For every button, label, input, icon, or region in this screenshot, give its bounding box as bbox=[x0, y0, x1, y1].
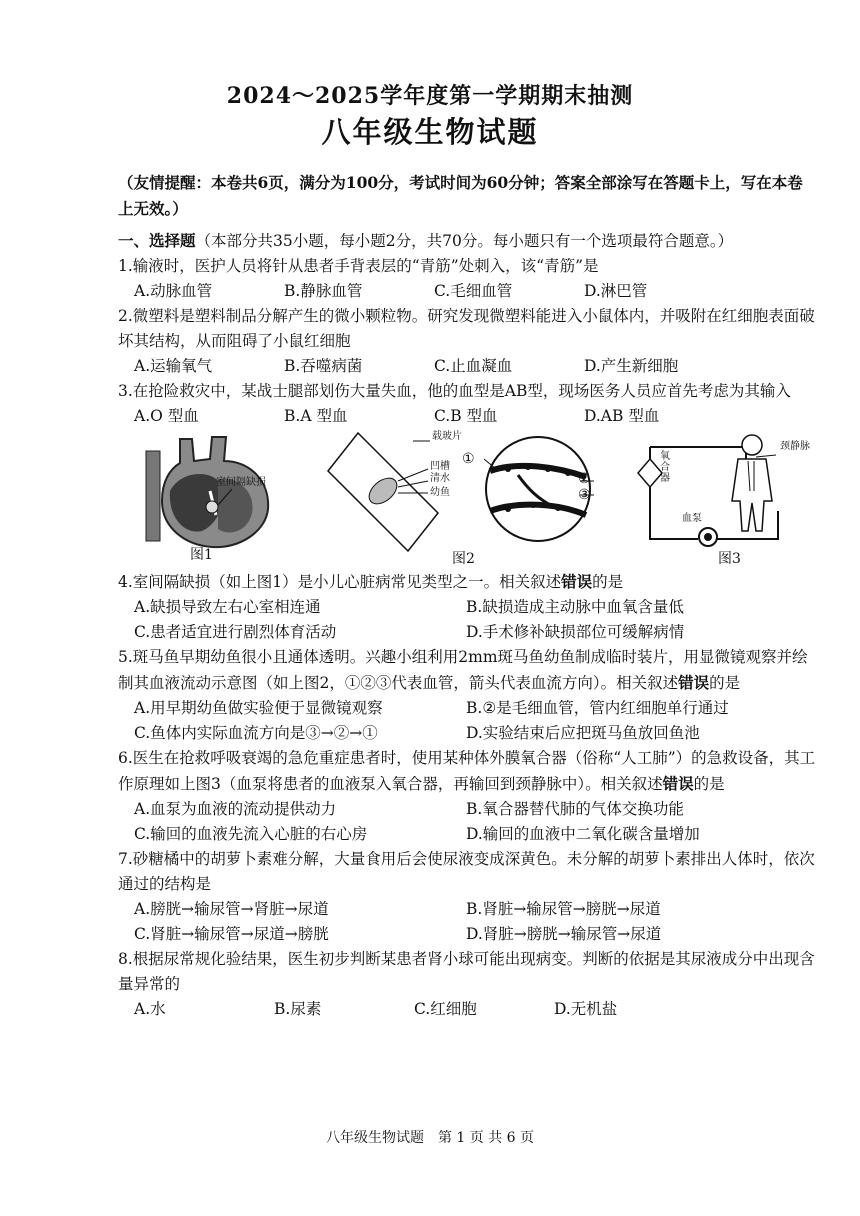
figure-3-caption: 图3 bbox=[718, 551, 741, 567]
stem-emphasis: 错误 bbox=[662, 774, 694, 793]
option-a: A.水 bbox=[134, 1000, 166, 1018]
option-row bbox=[118, 997, 818, 1022]
option-c: C.患者适宜进行剧烈体育活动 bbox=[134, 623, 337, 641]
section-title: 一、选择题 bbox=[118, 231, 196, 250]
figure-1-caption: 图1 bbox=[190, 547, 213, 563]
option-a: A.血泵为血液的流动提供动力 bbox=[134, 800, 337, 818]
question-stem: 3.在抢险救灾中，某战士腿部划伤大量失血，他的血型是AB型，现场医务人员应首先考虑为其输入 bbox=[118, 382, 791, 400]
option-b: B.尿素 bbox=[274, 1000, 322, 1018]
option-d: D.实验结束后应把斑马鱼放回鱼池 bbox=[466, 724, 700, 742]
figure-2-label-fish: 幼鱼 bbox=[430, 487, 450, 498]
option-row bbox=[118, 822, 818, 847]
exam-title: 2024～2025学年度第一学期期末抽测 bbox=[226, 83, 634, 109]
exam-subtitle: 八年级生物试题 bbox=[321, 115, 539, 149]
question-stem bbox=[118, 569, 818, 595]
option-c: C.红细胞 bbox=[414, 1000, 477, 1018]
option-b: B.缺损造成主动脉中血氧含量低 bbox=[466, 598, 684, 616]
option-d: D.淋巴管 bbox=[584, 282, 648, 300]
option-d: D.产生新细胞 bbox=[584, 357, 679, 375]
option-row bbox=[118, 620, 818, 645]
figure-2-mark-1: ① bbox=[462, 451, 475, 467]
figure-2-label-water: 清水 bbox=[430, 473, 450, 484]
figure-2-slide bbox=[318, 431, 598, 555]
question-stem: 7.砂糖橘中的胡萝卜素难分解，大量食用后会使尿液变成深黄色。未分解的胡萝卜素排出人体时，依次通过的结构是 bbox=[118, 850, 815, 893]
option-c: C.B 型血 bbox=[434, 407, 498, 425]
option-c: C.肾脏→输尿管→尿道→膀胱 bbox=[134, 925, 329, 943]
question-stem bbox=[118, 746, 818, 797]
figure-2-label-groove: 凹槽 bbox=[430, 461, 450, 472]
option-d: D.输回的血液中二氧化碳含量增加 bbox=[466, 825, 700, 843]
option-b: B.氧合器替代肺的气体交换功能 bbox=[466, 800, 684, 818]
question-section bbox=[118, 228, 818, 1022]
question-stem: 2.微塑料是塑料制品分解产生的微小颗粒物。研究发现微塑料能进入小鼠体内，并吸附在红细胞表面破坏其结构，从而阻碍了小鼠红细胞 bbox=[118, 307, 815, 350]
option-d: D.无机盐 bbox=[554, 1000, 618, 1018]
option-a: A.用早期幼鱼做实验便于显微镜观察 bbox=[134, 699, 383, 717]
page-footer: 八年级生物试题 第 1 页 共 6 页 bbox=[325, 1130, 535, 1146]
option-row bbox=[118, 696, 818, 721]
section-description: （本部分共35小题，每小题2分，共70分。每小题只有一个选项最符合题意。） bbox=[195, 232, 734, 250]
stem-emphasis: 错误 bbox=[678, 673, 710, 692]
stem-text: 5.斑马鱼早期幼鱼很小且通体透明。兴趣小组利用2mm斑马鱼幼鱼制成临时装片，用显微镜观察并绘制其血液流动示意图（如上图2，①②③代表血管，箭头代表血流方向）。相关叙述 bbox=[118, 648, 808, 692]
option-d: D.肾脏→膀胱→输尿管→尿道 bbox=[466, 925, 662, 943]
stem-emphasis: 错误 bbox=[561, 572, 593, 591]
option-row bbox=[118, 797, 818, 822]
figure-3-label-pump: 血泵 bbox=[682, 513, 702, 524]
option-row bbox=[118, 922, 818, 947]
stem-text-end: 的是 bbox=[709, 674, 741, 692]
option-row bbox=[118, 897, 818, 922]
figure-2-caption: 图2 bbox=[452, 551, 475, 567]
option-row bbox=[118, 595, 818, 620]
question-4 bbox=[118, 569, 818, 645]
option-row bbox=[118, 721, 818, 746]
option-a: A.O 型血 bbox=[134, 407, 199, 425]
stem-text: 6.医生在抢救呼吸衰竭的急危重症患者时，使用某种体外膜氧合器（俗称“人工肺”）的急救设备，其工作原理如上图3（血泵将患者的血液泵入氧合器，再输回到颈静脉中）。相关叙述 bbox=[118, 749, 816, 793]
question-stem: 8.根据尿常规化验结果，医生初步判断某患者肾小球可能出现病变。判断的依据是其尿液成分中出现含量异常的 bbox=[118, 950, 815, 993]
option-d: D.AB 型血 bbox=[584, 407, 660, 425]
option-b: B.②是毛细血管，管内红细胞单行通过 bbox=[466, 699, 729, 717]
question-1 bbox=[118, 254, 818, 304]
option-a: A.运输氧气 bbox=[134, 357, 213, 375]
question-stem bbox=[118, 645, 818, 696]
question-2 bbox=[118, 304, 818, 379]
section-header bbox=[118, 228, 818, 254]
option-row bbox=[118, 354, 818, 379]
question-6 bbox=[118, 746, 818, 847]
question-7 bbox=[118, 847, 818, 947]
figure-1-label: 室间隔缺损 bbox=[216, 477, 266, 488]
option-c: C.输回的血液先流入心脏的右心房 bbox=[134, 825, 368, 843]
option-b: B.A 型血 bbox=[284, 407, 348, 425]
stem-text-end: 的是 bbox=[693, 775, 725, 793]
question-8 bbox=[118, 947, 818, 1022]
option-row bbox=[118, 404, 818, 429]
option-d: D.手术修补缺损部位可缓解病情 bbox=[466, 623, 685, 641]
figure-3-label-oxygenator: 氧合器 bbox=[660, 451, 670, 484]
figure-2-mark-2: ② bbox=[578, 471, 591, 487]
option-row bbox=[118, 279, 818, 304]
option-b: B.静脉血管 bbox=[284, 282, 363, 300]
option-a: A.动脉血管 bbox=[134, 282, 213, 300]
figures-row bbox=[118, 431, 818, 569]
option-c: C.鱼体内实际血流方向是③→②→① bbox=[134, 724, 378, 742]
option-c: C.止血凝血 bbox=[434, 357, 513, 375]
figure-3-label-jugular: 颈静脉 bbox=[780, 441, 810, 452]
figure-2-mark-3: ③ bbox=[578, 487, 591, 503]
question-5 bbox=[118, 645, 818, 746]
option-c: C.毛细血管 bbox=[434, 282, 513, 300]
question-3 bbox=[118, 379, 818, 429]
figure-1-heart bbox=[140, 431, 290, 551]
option-a: A.缺损导致左右心室相连通 bbox=[134, 598, 321, 616]
figure-2-label-slide: 载玻片 bbox=[432, 431, 462, 442]
stem-text-end: 的是 bbox=[592, 573, 624, 591]
option-b: B.吞噬病菌 bbox=[284, 357, 363, 375]
stem-text: 4.室间隔缺损（如上图1）是小儿心脏病常见类型之一。相关叙述 bbox=[118, 573, 562, 591]
question-stem: 1.输液时，医护人员将针从患者手背表层的“青筋”处刺入，该“青筋”是 bbox=[118, 257, 599, 275]
exam-notice: （友情提醒：本卷共6页，满分为100分，考试时间为60分钟；答案全部涂写在答题卡上，写在本卷上无效。） bbox=[118, 173, 803, 218]
option-b: B.肾脏→输尿管→膀胱→尿道 bbox=[466, 900, 661, 918]
option-a: A.膀胱→输尿管→肾脏→尿道 bbox=[134, 900, 329, 918]
